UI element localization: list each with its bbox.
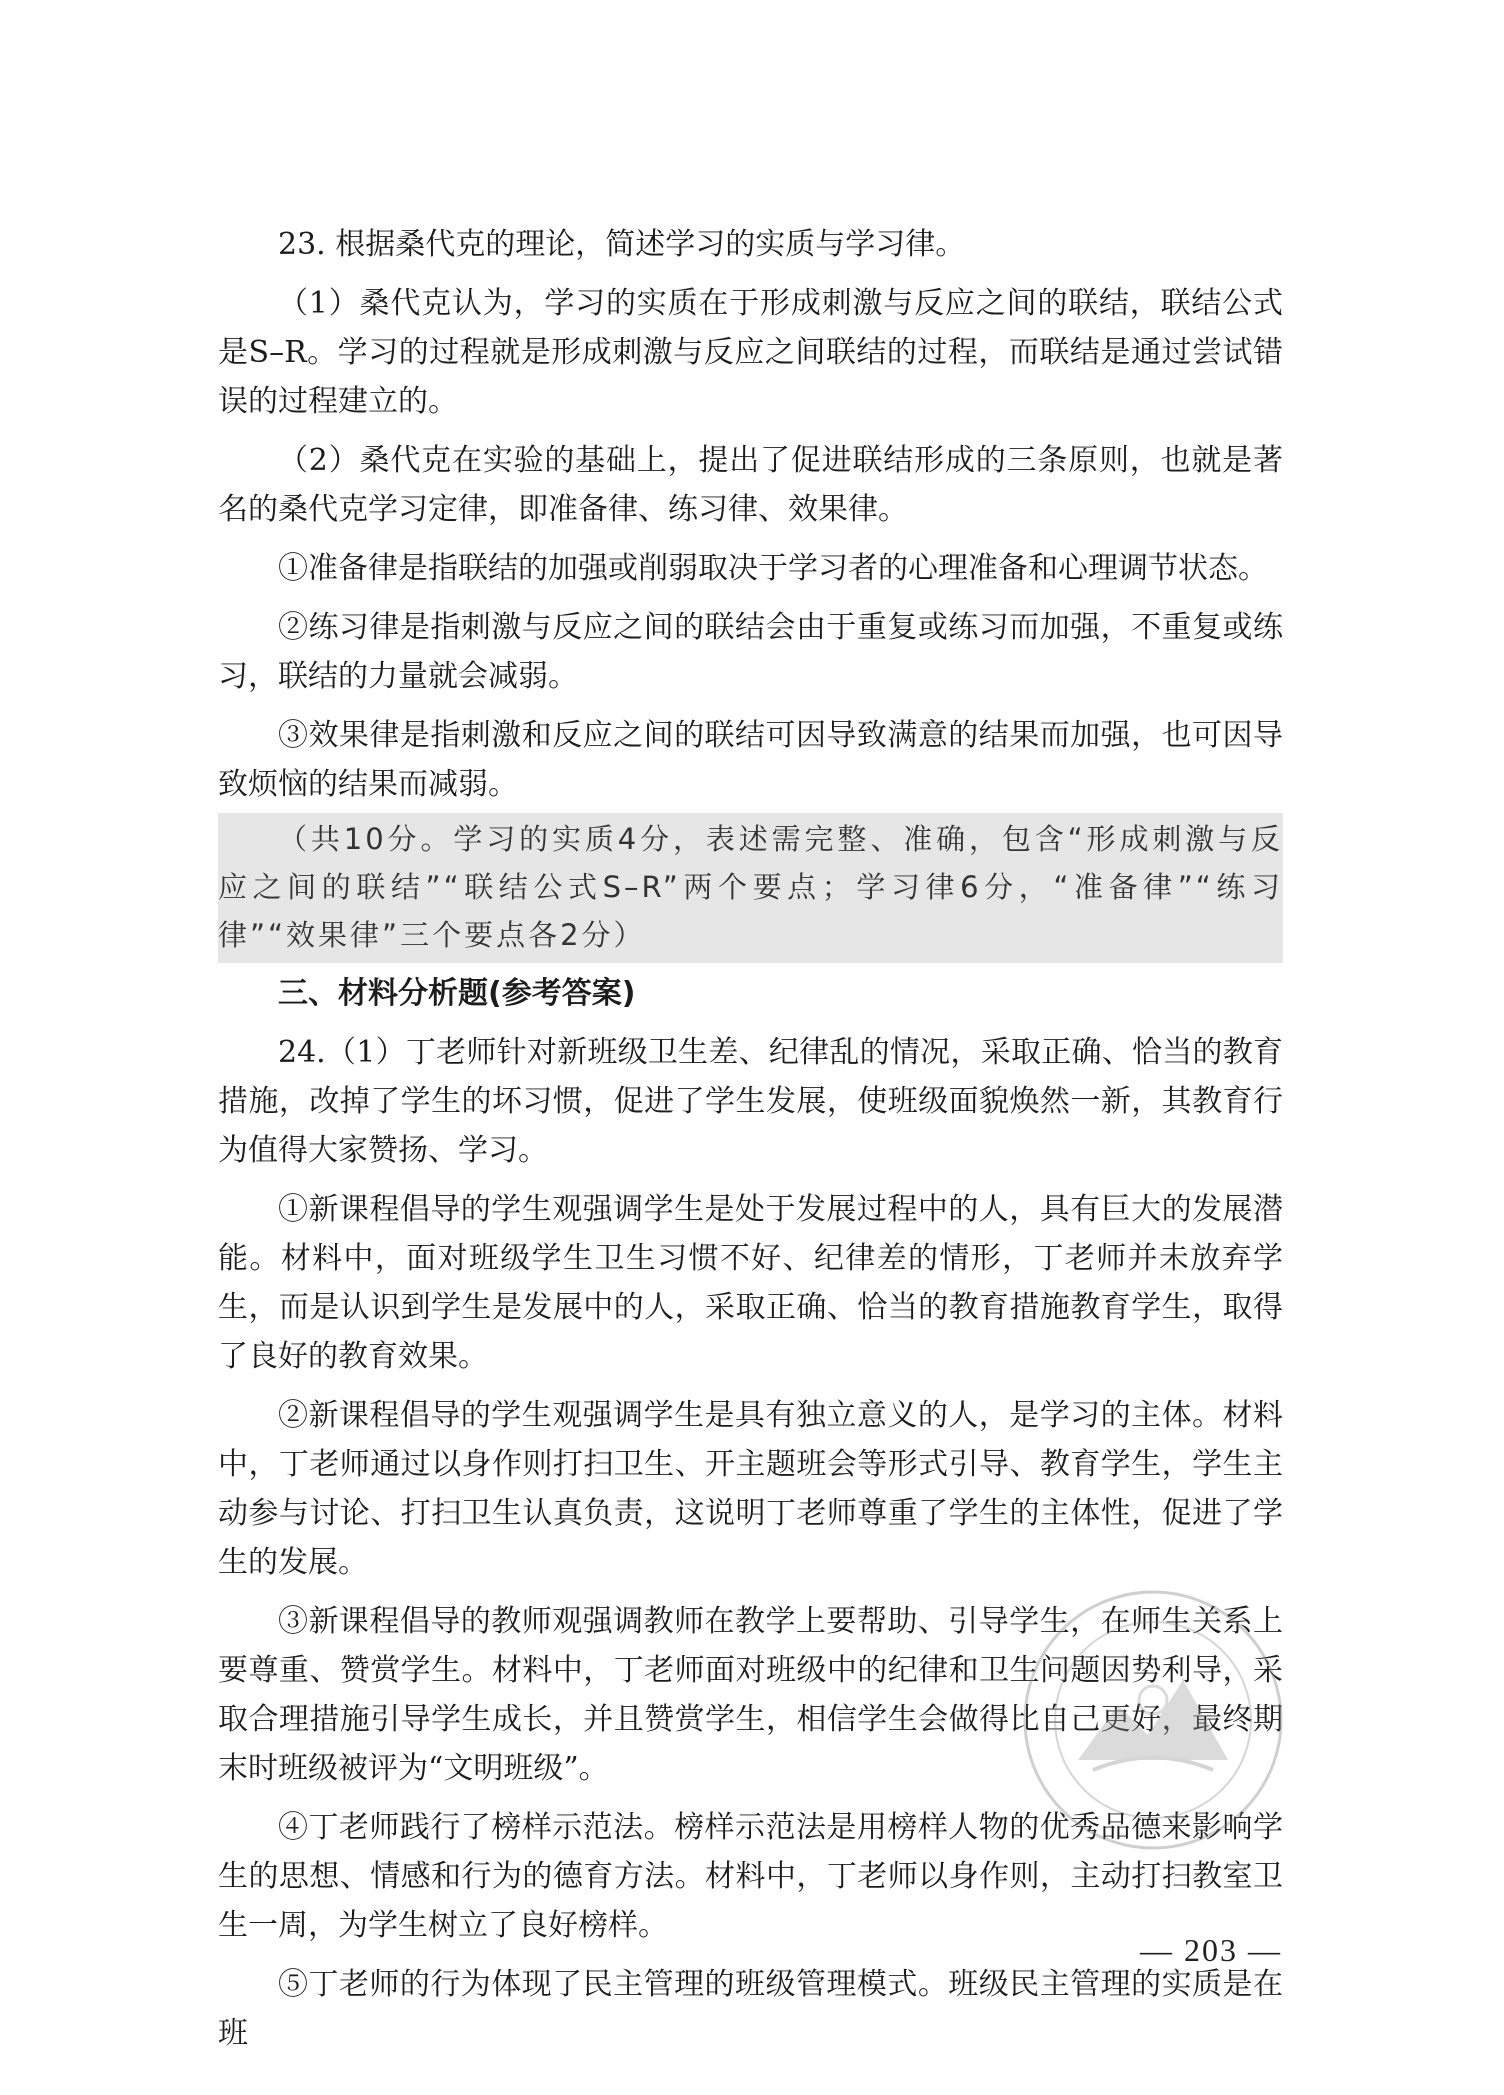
- q24-point-3: ③新课程倡导的教师观强调教师在教学上要帮助、引导学生，在师生关系上要尊重、赞赏学生。材料中，丁老师面对班级中的纪律和卫生问题因势利导，采取合理措施引导学生成长，并且赞赏学生，相信学生会做得比自己更好，最终期末时班级被评为“文明班级”。: [218, 1604, 1283, 1786]
- q24-point-1: ①新课程倡导的学生观强调学生是处于发展过程中的人，具有巨大的发展潜能。材料中，面对班级学生卫生习惯不好、纪律差的情形，丁老师并未放弃学生，而是认识到学生是发展中的人，采取正确、恰当的教育措施教育学生，取得了良好的教育效果。: [218, 1192, 1283, 1374]
- q24-point-4: ④丁老师践行了榜样示范法。榜样示范法是用榜样人物的优秀品德来影响学生的思想、情感和行为的德育方法。材料中，丁老师以身作则，主动打扫教室卫生一周，为学生树立了良好榜样。: [218, 1810, 1283, 1943]
- q23-paragraph-2: （2）桑代克在实验的基础上，提出了促进联结形成的三条原则，也就是著名的桑代克学习定律，即准备律、练习律、效果律。: [218, 443, 1283, 527]
- q23-law-exercise: ②练习律是指刺激与反应之间的联结会由于重复或练习而加强，不重复或练习，联结的力量就会减弱。: [218, 610, 1283, 694]
- q23-law-readiness: ①准备律是指联结的加强或削弱取决于学习者的心理准备和心理调节状态。: [278, 551, 1268, 586]
- q23-title: 23. 根据桑代克的理论，简述学习的实质与学习律。: [278, 227, 966, 262]
- page-number: — 203 —: [1140, 1932, 1282, 1968]
- section-3-heading: 三、材料分析题(参考答案): [278, 976, 636, 1011]
- q24-paragraph-1: 24.（1）丁老师针对新班级卫生差、纪律乱的情况，采取正确、恰当的教育措施，改掉了学生的坏习惯，促进了学生发展，使班级面貌焕然一新，其教育行为值得大家赞扬、学习。: [218, 1035, 1283, 1168]
- q24-point-5: ⑤丁老师的行为体现了民主管理的班级管理模式。班级民主管理的实质是在班: [218, 1967, 1283, 2051]
- q23-law-effect: ③效果律是指刺激和反应之间的联结可因导致满意的结果而加强，也可因导致烦恼的结果而减弱。: [218, 718, 1283, 802]
- q23-paragraph-1: （1）桑代克认为，学习的实质在于形成刺激与反应之间的联结，联结公式是S–R。学习的过程就是形成刺激与反应之间联结的过程，而联结是通过尝试错误的过程建立的。: [218, 286, 1283, 419]
- q23-scoring-note: （共10分。学习的实质4分，表述需完整、准确，包含“形成刺激与反应之间的联结”“联结公式S–R”两个要点；学习律6分，“准备律”“练习律”“效果律”三个要点各2分）: [218, 813, 1283, 963]
- publisher-seal-watermark: [1018, 1585, 1288, 1855]
- q24-point-2: ②新课程倡导的学生观强调学生是具有独立意义的人，是学习的主体。材料中，丁老师通过以身作则打扫卫生、开主题班会等形式引导、教育学生，学生主动参与讨论、打扫卫生认真负责，这说明丁老师尊重了学生的主体性，促进了学生的发展。: [218, 1398, 1283, 1580]
